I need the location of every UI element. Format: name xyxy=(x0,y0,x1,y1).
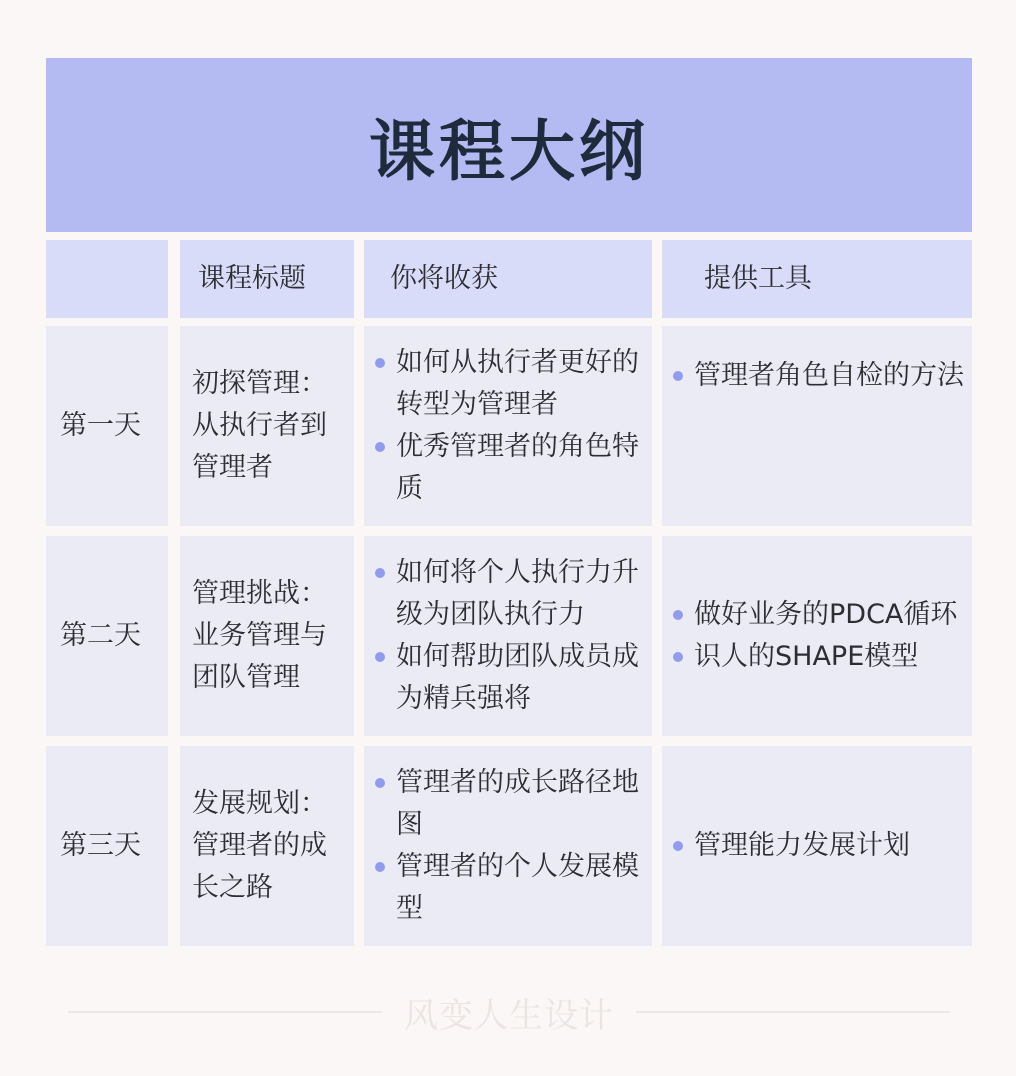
header-cell-gains xyxy=(364,240,652,318)
footer-divider-right xyxy=(636,1011,950,1013)
header-cell-empty xyxy=(46,240,168,318)
tool-text: 做好业务的PDCA循环 xyxy=(694,599,958,630)
list-item xyxy=(374,552,646,636)
list-item xyxy=(672,594,957,636)
tool-text: 识人的SHAPE模型 xyxy=(694,641,919,672)
gains-cell xyxy=(364,536,652,736)
tools-cell xyxy=(662,536,972,736)
bullet-icon xyxy=(673,652,683,662)
day-cell xyxy=(46,326,168,526)
header-gains-label: 你将收获 xyxy=(390,263,498,294)
bullet-icon xyxy=(673,610,683,620)
tool-text: 管理能力发展计划 xyxy=(694,830,910,861)
list-item xyxy=(672,636,957,678)
course-title-cell xyxy=(180,536,354,736)
gain-text: 管理者的成长路径地图 xyxy=(396,767,639,840)
page-title: 课程大纲 xyxy=(369,112,649,190)
footer-brand: 风变人生设计 xyxy=(404,995,614,1036)
bullet-icon xyxy=(375,862,385,872)
footer xyxy=(68,990,950,1034)
gain-text: 管理者的个人发展模型 xyxy=(396,851,639,924)
bullet-icon xyxy=(375,652,385,662)
course-title-text: 发展规划：管理者的成长之路 xyxy=(192,788,327,903)
course-title-text: 初探管理：从执行者到管理者 xyxy=(192,368,327,483)
gains-cell xyxy=(364,326,652,526)
header-tools-label: 提供工具 xyxy=(704,263,812,294)
title-banner xyxy=(46,58,972,232)
tools-cell xyxy=(662,746,972,946)
gains-list xyxy=(364,342,652,510)
day-cell xyxy=(46,746,168,946)
bullet-icon xyxy=(673,371,683,381)
gain-text: 优秀管理者的角色特质 xyxy=(396,431,639,504)
gain-text: 如何将个人执行力升级为团队执行力 xyxy=(396,557,639,630)
list-item xyxy=(374,342,646,426)
gains-list xyxy=(364,552,652,720)
course-title-cell xyxy=(180,746,354,946)
list-item xyxy=(374,636,646,720)
gain-text: 如何帮助团队成员成为精兵强将 xyxy=(396,641,639,714)
gains-cell xyxy=(364,746,652,946)
list-item xyxy=(374,762,646,846)
list-item xyxy=(672,355,964,397)
bullet-icon xyxy=(673,841,683,851)
day-cell xyxy=(46,536,168,736)
gain-text: 如何从执行者更好的转型为管理者 xyxy=(396,347,639,420)
list-item xyxy=(374,846,646,930)
bullet-icon xyxy=(375,568,385,578)
bullet-icon xyxy=(375,442,385,452)
header-cell-course-title xyxy=(180,240,354,318)
day-label: 第二天 xyxy=(60,620,141,651)
course-title-cell xyxy=(180,326,354,526)
tools-list xyxy=(662,825,916,867)
list-item xyxy=(672,825,910,867)
bullet-icon xyxy=(375,778,385,788)
footer-divider-left xyxy=(68,1011,382,1013)
header-cell-tools xyxy=(662,240,972,318)
gains-list xyxy=(364,762,652,930)
tool-text: 管理者角色自检的方法 xyxy=(694,360,964,391)
tools-cell xyxy=(662,326,972,526)
header-course-title-label: 课程标题 xyxy=(198,263,306,294)
course-title-text: 管理挑战：业务管理与团队管理 xyxy=(192,578,327,693)
bullet-icon xyxy=(375,358,385,368)
tools-list xyxy=(662,594,963,678)
tools-list xyxy=(662,355,970,397)
day-label: 第三天 xyxy=(60,830,141,861)
list-item xyxy=(374,426,646,510)
day-label: 第一天 xyxy=(60,410,141,441)
